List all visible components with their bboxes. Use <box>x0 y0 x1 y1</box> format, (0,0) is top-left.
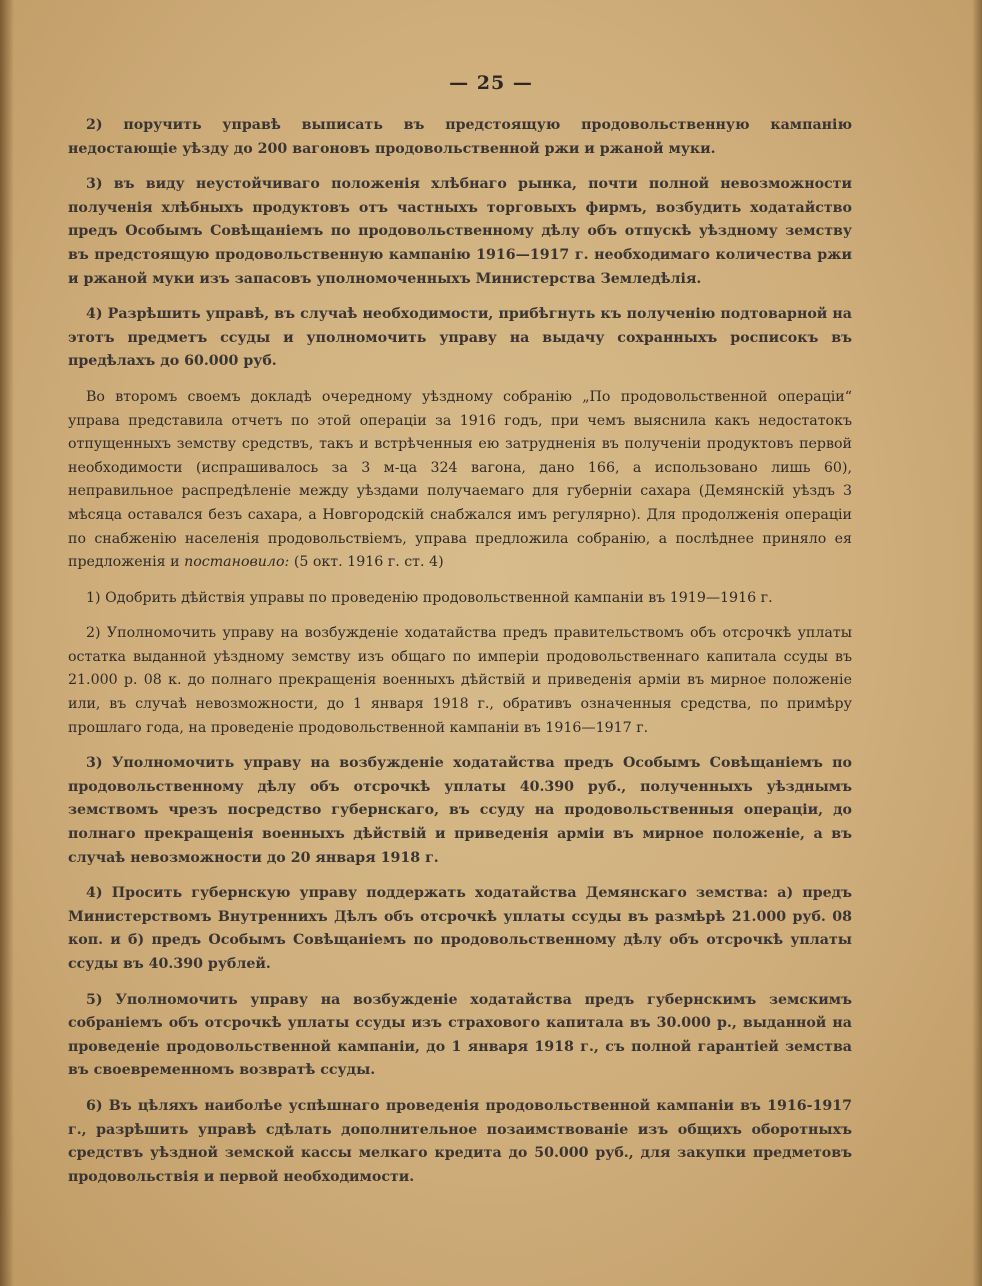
resolution-item-5: 5) Уполномочить управу на возбужденіе ходатайства предъ губернскимъ земскимъ собраніемъ объ отсрочкѣ уплаты ссуды изъ страхового капитала въ 30.000 р., выданной на проведеніе продовольственной кампаніи, до 1 января 1918 г., съ полной гарантіей земства въ своевременномъ возвратѣ ссуды. <box>68 991 852 1079</box>
resolution-item-1: 1) Одобрить дѣйствія управы по проведенію продовольственной кампаніи въ 1919—1916 г. <box>86 589 773 606</box>
decree-reference: (5 окт. 1916 г. ст. 4) <box>293 554 444 571</box>
paragraph-item-3: 3) въ виду неустойчиваго положенія хлѣбнаго рынка, почти полной невозможности полученія хлѣбныхъ продуктовъ отъ частныхъ торговыхъ фирмъ, возбудить ходатайство предъ Особымъ Совѣщаніемъ по продовольственному дѣлу объ отпускѣ уѣздному земству въ предстоящую продовольственную кампанію 1916—1917 г. необходимаго количества ржи и ржаной муки изъ запасовъ уполномоченныхъ Министерства Земледѣлія. <box>68 176 852 287</box>
decree-word: постановило: <box>184 554 290 571</box>
paragraph-item-4: 4) Разрѣшить управѣ, въ случаѣ необходимости, прибѣгнуть къ полученію подтоварной на этотъ предметъ ссуды и уполномочить управу на выдачу сохранныхъ росписокъ въ предѣлахъ до 60.000 руб. <box>68 306 852 370</box>
paragraph-item-2: 2) поручить управѣ выписать въ предстоящую продовольственную кампанію недостающіе уѣзду до 200 вагоновъ продовольственной ржи и ржаной муки. <box>68 117 852 157</box>
page-number: — 25 — <box>449 72 533 94</box>
document-body <box>68 114 852 1201</box>
resolution-item-6: 6) Въ цѣляхъ наиболѣе успѣшнаго проведенія продовольственной кампаніи въ 1916-1917 г., разрѣшить управѣ сдѣлать дополнительное позаимствованіе изъ общихъ оборотныхъ средствъ уѣздной земской кассы мелкаго кредита до 50.000 руб., для закупки предметовъ продовольствія и первой необходимости. <box>68 1097 852 1185</box>
page-edge-shadow-left <box>0 0 14 1286</box>
resolution-item-2: 2) Уполномочить управу на возбужденіе ходатайства предъ правительствомъ объ отсрочкѣ уплаты остатка выданной уѣздному земству изъ общаго по имперіи продовольственнаго капитала ссуды въ 21.000 р. 08 к. до полнаго прекращенія военныхъ дѣйствій и приведенія арміи въ мирное положеніе или, въ случаѣ невозможности, до 1 января 1918 г., обративъ означенныя средства, по примѣру прошлаго года, на проведеніе продовольственной кампаніи въ 1916—1917 г. <box>68 625 852 736</box>
report-text: Во второмъ своемъ докладѣ очередному уѣздному собранію „По продовольственной операціи“ управа представила отчетъ по этой операціи за 1916 годъ, при чемъ выяснила какъ недостатокъ отпущенныхъ земству средствъ, такъ и встрѣченныя ею затрудненія въ полученіи продуктовъ первой необходимости (испрашивалось за 3 м-ца 324 вагона, дано 166, а использовано лишь 60), неправильное распредѣленіе между уѣздами получаемаго для губерніи сахара (Демянскій уѣздъ 3 мѣсяца оставался безъ сахара, а Новгородскій снабжался имъ регулярно). Для продолженія операціи по снабженію населенія продовольствіемъ, управа предложила собранію, а послѣднее приняло ея предложенія и <box>68 388 852 571</box>
resolution-item-4: 4) Просить губернскую управу поддержать ходатайства Демянскаго земства: а) предъ Министерствомъ Внутреннихъ Дѣлъ объ отсрочкѣ уплаты ссуды въ размѣрѣ 21.000 руб. 08 коп. и б) предъ Особымъ Совѣщаніемъ по продовольственному дѣлу объ отсрочкѣ уплаты ссуды въ 40.390 рублей. <box>68 885 852 972</box>
paragraph-report <box>68 386 852 575</box>
resolution-item-3: 3) Уполномочить управу на возбужденіе ходатайства предъ Особымъ Совѣщаніемъ по продовольственному дѣлу объ отсрочкѣ уплаты 40.390 руб., полученныхъ уѣзднымъ земствомъ чрезъ посредство губернскаго, въ ссуду на продовольственныя операціи, до полнаго прекращенія военныхъ дѣйствій и приведенія арміи въ мирное положеніе, а въ случаѣ невозможности до 20 января 1918 г. <box>68 755 852 866</box>
page-edge-shadow-right <box>972 0 982 1286</box>
